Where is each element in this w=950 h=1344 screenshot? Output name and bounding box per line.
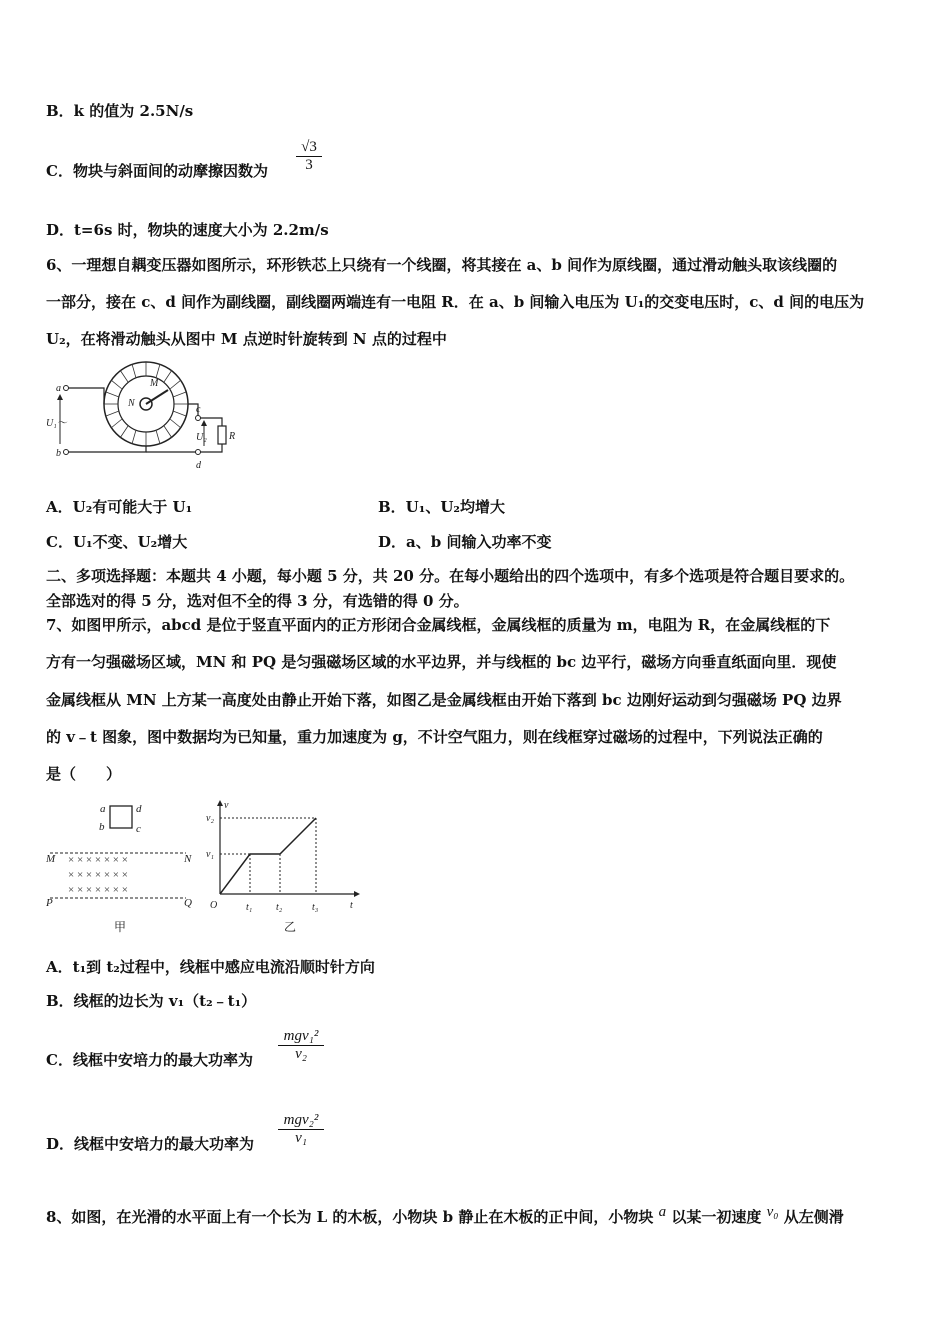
label-a: a: [56, 383, 61, 394]
q8-stem-part2: 以某一初速度: [671, 1208, 762, 1226]
q7-figure-yi: [204, 798, 364, 938]
slider-contact: [146, 390, 168, 404]
q8-stem-part3: 从左侧滑: [783, 1208, 844, 1226]
fraction-numerator: mgv₁²: [283, 1028, 319, 1044]
label-d: d: [136, 803, 142, 815]
q8-stem-line1: [46, 1204, 844, 1228]
label-v: v: [224, 800, 229, 811]
q6-stem-line3: U₂，在将滑动触头从图中 M 点逆时针旋转到 N 点的过程中: [46, 330, 447, 348]
label-c: c: [196, 404, 201, 415]
field-crosses-row2: × × × × × × ×: [68, 869, 128, 881]
label-v2: v₂: [206, 813, 214, 824]
label-n: N: [184, 853, 192, 865]
q7-option-a: A．t₁到 t₂过程中，线框中感应电流沿顺时针方向: [46, 958, 375, 976]
q7-option-b: B．线框的边长为 v₁（t₂﹣t₁）: [46, 992, 257, 1010]
fraction-denominator: v₂: [278, 1045, 324, 1063]
section-2-header-line2: 全部选对的得 5 分，选对但不全的得 3 分，有选错的得 0 分。: [46, 592, 469, 610]
q7-stem-line5: 是（ ）: [46, 765, 122, 783]
label-t3: t₃: [312, 902, 319, 913]
label-m: M: [150, 378, 159, 389]
q7-stem-line1: 7、如图甲所示，abcd 是位于竖直平面内的正方形闭合金属线框，金属线框的质量为 m，电阻为 R，在金属线框的下: [46, 616, 831, 634]
label-b: b: [56, 448, 61, 459]
wire-b: [66, 446, 146, 452]
label-a: a: [100, 803, 106, 815]
section-2-header-line1: 二、多项选择题：本题共 4 小题，每小题 5 分，共 20 分。在每小题给出的四个选项中，有多个选项是符合题目要求的。: [46, 567, 855, 585]
q7-option-d-fraction: [278, 1112, 324, 1147]
terminal-b: [64, 450, 69, 455]
fraction-denominator: 3: [296, 156, 322, 174]
q6-transformer-figure: [46, 360, 246, 472]
q7-stem-line2: 方有一匀强磁场区域，MN 和 PQ 是匀强磁场区域的水平边界，并与线框的 bc 边平行，磁场方向垂直纸面向里．现使: [46, 653, 837, 671]
q7-option-d: D．线框中安培力的最大功率为: [46, 1135, 255, 1153]
q5-option-b: B．k 的值为 2.5N/s: [46, 102, 194, 120]
q7-stem-line3: 金属线框从 MN 上方某一高度处由静止开始下落，如图乙是金属线框由开始下落到 bc 边刚好运动到匀强磁场 PQ 边界: [46, 691, 842, 709]
q6-option-d: D．a、b 间输入功率不变: [378, 533, 552, 551]
fraction-numerator: √3: [301, 139, 317, 155]
terminal-d: [196, 450, 201, 455]
terminal-a: [64, 386, 69, 391]
q7-figure-jia: [46, 798, 196, 938]
label-m: M: [46, 853, 56, 865]
q6-option-a: A．U₂有可能大于 U₁: [46, 498, 193, 516]
square-frame: [110, 806, 132, 828]
field-crosses-row1: × × × × × × ×: [68, 854, 128, 866]
q8-stem-part1: 8、如图，在光滑的水平面上有一个长为 L 的木板，小物块 b 静止在木板的正中间，小物块: [46, 1208, 654, 1226]
wire-a: [66, 388, 104, 404]
q5-option-d: D．t=6s 时，物块的速度大小为 2.2m/s: [46, 221, 329, 239]
label-n: N: [128, 398, 135, 409]
label-u2: U₂: [196, 432, 207, 443]
q7-stem-line4: 的 v﹣t 图象，图中数据均为已知量，重力加速度为 g，不计空气阻力，则在线框穿过磁场的过程中，下列说法正确的: [46, 728, 823, 746]
terminal-c: [196, 416, 201, 421]
v-t-curve: [220, 818, 316, 894]
q6-option-c: C．U₁不变、U₂增大: [46, 533, 188, 551]
q6-stem-line2: 一部分，接在 c、d 间作为副线圈，副线圈两端连有一电阻 R．在 a、b 间输入电压为 U₁的交变电压时，c、d 间的电压为: [46, 293, 865, 311]
label-d: d: [196, 460, 201, 471]
fraction-numerator: mgv₂²: [283, 1112, 319, 1128]
caption-yi: 乙: [284, 920, 297, 934]
resistor-r: [218, 426, 226, 444]
label-origin: O: [210, 900, 218, 911]
q6-option-b: B．U₁、U₂均增大: [378, 498, 505, 516]
q7-option-c: C．线框中安培力的最大功率为: [46, 1051, 253, 1069]
label-v1: v₁: [206, 849, 214, 860]
caption-jia: 甲: [114, 920, 127, 934]
q8-var-v0: v₀: [766, 1204, 779, 1220]
q7-option-c-fraction: [278, 1028, 324, 1063]
q5-option-c: C．物块与斜面间的动摩擦因数为: [46, 162, 268, 180]
label-t2: t₂: [276, 902, 283, 913]
label-c: c: [136, 823, 141, 835]
label-t: t: [350, 900, 353, 911]
label-r: R: [229, 431, 236, 442]
fraction-denominator: v₁: [278, 1129, 324, 1147]
label-t1: t₁: [246, 902, 253, 913]
label-p: P: [46, 897, 53, 909]
field-crosses-row3: × × × × × × ×: [68, 884, 128, 896]
label-b: b: [99, 821, 105, 833]
q6-stem-line1: 6、一理想自耦变压器如图所示，环形铁芯上只绕有一个线圈，将其接在 a、b 间作为原线圈，通过滑动触头取该线圈的: [46, 256, 838, 274]
q8-var-a: a: [658, 1204, 667, 1220]
label-q: Q: [184, 897, 192, 909]
q5-option-c-fraction: [296, 139, 322, 174]
label-u1: U₁～: [46, 418, 67, 429]
